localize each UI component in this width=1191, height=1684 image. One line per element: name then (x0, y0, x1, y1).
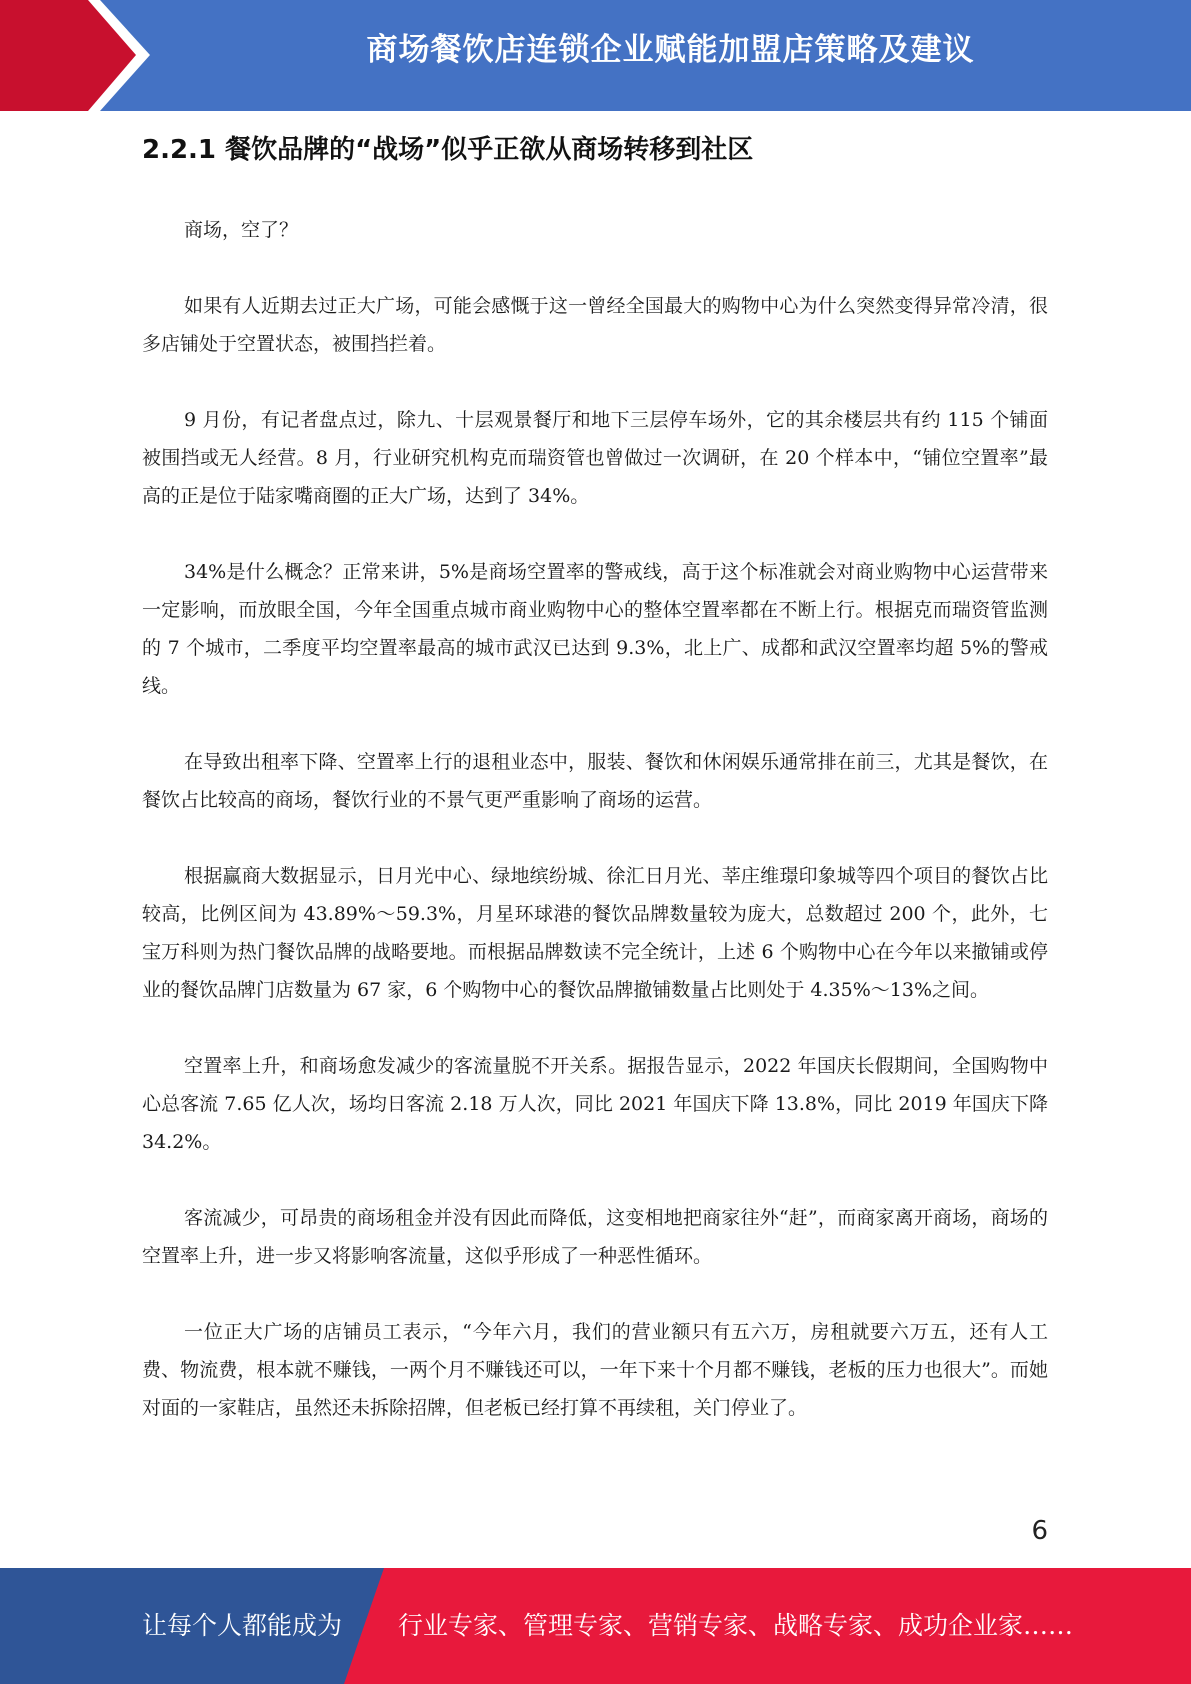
paragraph: 根据赢商大数据显示，日月光中心、绿地缤纷城、徐汇日月光、莘庄维璟印象城等四个项目的餐饮占比较高，比例区间为 43.89%～59.3%，月星环球港的餐饮品牌数量较为庞大，总数超过 200 个，此外，七宝万科则为热门餐饮品牌的战略要地。而根据品牌数读不完全统计，上述 6 个购物中心在今年以来撤铺或停业的餐饮品牌门店数量为 67 家，6 个购物中心的餐饮品牌撤铺数量占比则处于 4.35%～13%之间。 (142, 865, 1048, 1001)
footer-slogan-left: 让每个人都能成为 (142, 1611, 343, 1640)
page-number: 6 (1031, 1516, 1048, 1546)
paragraph: 如果有人近期去过正大广场，可能会感慨于这一曾经全国最大的购物中心为什么突然变得异常冷清，很多店铺处于空置状态，被围挡拦着。 (142, 295, 1048, 355)
section-heading: 2.2.1 餐饮品牌的“战场”似乎正欲从商场转移到社区 (142, 135, 754, 165)
header-chevron-decoration (0, 0, 160, 111)
paragraph: 在导致出租率下降、空置率上行的退租业态中，服装、餐饮和休闲娱乐通常排在前三，尤其是餐饮，在餐饮占比较高的商场，餐饮行业的不景气更严重影响了商场的运营。 (142, 751, 1048, 811)
paragraph: 34%是什么概念？正常来讲，5%是商场空置率的警戒线，高于这个标准就会对商业购物中心运营带来一定影响，而放眼全国，今年全国重点城市商业购物中心的整体空置率都在不断上行。根据克而瑞资管监测的 7 个城市，二季度平均空置率最高的城市武汉已达到 9.3%，北上广、成都和武汉空置率均超 5%的警戒线。 (142, 561, 1048, 697)
footer-slogan-right: 行业专家、管理专家、营销专家、战略专家、成功企业家…… (398, 1611, 1074, 1640)
paragraph: 一位正大广场的店铺员工表示，“今年六月，我们的营业额只有五六万，房租就要六万五，还有人工费、物流费，根本就不赚钱，一两个月不赚钱还可以，一年下来十个月都不赚钱，老板的压力也很大”。而她对面的一家鞋店，虽然还未拆除招牌，但老板已经打算不再续租，关门停业了。 (142, 1321, 1048, 1419)
paragraph: 客流减少，可昂贵的商场租金并没有因此而降低，这变相地把商家往外“赶”，而商家离开商场，商场的空置率上升，进一步又将影响客流量，这似乎形成了一种恶性循环。 (142, 1207, 1048, 1267)
document-title: 商场餐饮店连锁企业赋能加盟店策略及建议 (366, 32, 975, 68)
page-footer (0, 1568, 1191, 1684)
article-body (142, 211, 1048, 1465)
paragraph: 空置率上升，和商场愈发减少的客流量脱不开关系。据报告显示，2022 年国庆长假期间，全国购物中心总客流 7.65 亿人次，场均日客流 2.18 万人次，同比 2021 年国庆下降 13.8%，同比 2019 年国庆下降 34.2%。 (142, 1055, 1048, 1153)
paragraph: 9 月份，有记者盘点过，除九、十层观景餐厅和地下三层停车场外，它的其余楼层共有约 115 个铺面被围挡或无人经营。8 月，行业研究机构克而瑞资管也曾做过一次调研，在 20 个样本中，“铺位空置率”最高的正是位于陆家嘴商圈的正大广场，达到了 34%。 (142, 409, 1048, 507)
page-header (0, 0, 1191, 111)
paragraph: 商场，空了？ (184, 219, 299, 241)
